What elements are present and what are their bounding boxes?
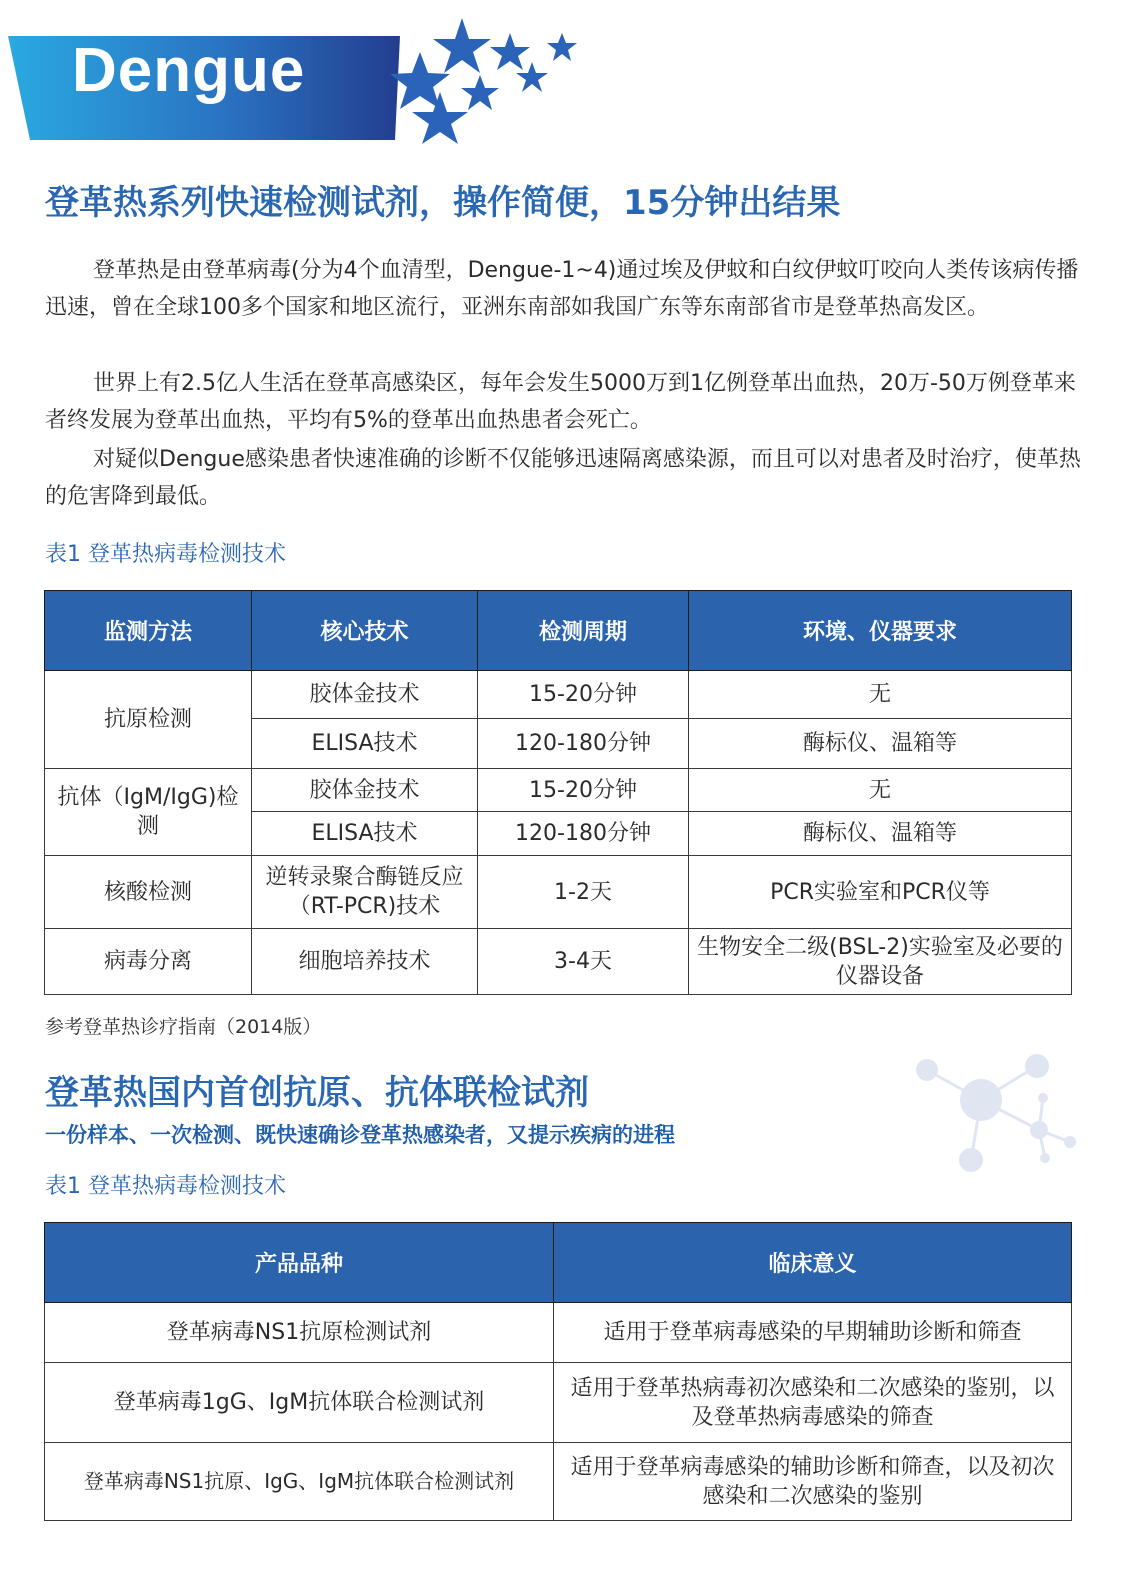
table-row: [45, 1303, 1072, 1363]
env-cell: 生物安全二级(BSL-2)实验室及必要的仪器设备: [689, 929, 1072, 995]
table-row: [45, 1363, 1072, 1443]
star-icon: [412, 92, 468, 144]
paragraph: 登革热是由登革病毒(分为4个血清型，Dengue-1~4)通过埃及伊蚊和白纹伊蚊叮咬向人类传该病传播迅速，曾在全球100多个国家和地区流行，亚洲东南部如我国广东等东南部省市是登革热高发区。: [45, 258, 1079, 320]
star-icon: [547, 33, 577, 61]
table-header: 核心技术: [252, 591, 478, 671]
tech-cell: ELISA技术: [252, 719, 478, 769]
title-banner: [0, 0, 600, 150]
meaning-cell: 适用于登革病毒感染的早期辅助诊断和筛查: [554, 1303, 1072, 1363]
method-cell: 核酸检测: [45, 856, 252, 929]
section-title: 登革热系列快速检测试剂，操作简便，15分钟出结果: [45, 183, 841, 223]
period-cell: 15-20分钟: [478, 671, 689, 719]
env-cell: 酶标仪、温箱等: [689, 812, 1072, 856]
banner-title: Dengue: [72, 36, 306, 105]
reference-note: 参考登革热诊疗指南（2014版）: [45, 1016, 322, 1038]
product-cell: 登革病毒NS1抗原、IgG、IgM抗体联合检测试剂: [45, 1443, 554, 1521]
env-cell: 酶标仪、温箱等: [689, 719, 1072, 769]
period-cell: 15-20分钟: [478, 769, 689, 812]
tech-cell: 逆转录聚合酶链反应（RT-PCR)技术: [252, 856, 478, 929]
table-row: [45, 671, 1072, 719]
table-caption: 表1 登革热病毒检测技术: [45, 1174, 286, 1199]
table-header: 监测方法: [45, 591, 252, 671]
table-row: [45, 929, 1072, 995]
product-cell: 登革病毒NS1抗原检测试剂: [45, 1303, 554, 1363]
period-cell: 120-180分钟: [478, 719, 689, 769]
table-header: 检测周期: [478, 591, 689, 671]
period-cell: 1-2天: [478, 856, 689, 929]
tech-cell: 细胞培养技术: [252, 929, 478, 995]
paragraph: 世界上有2.5亿人生活在登革高感染区，每年会发生5000万到1亿例登革出血热，20万-50万例登革来者终发展为登革出血热，平均有5%的登革出血热患者会死亡。: [45, 371, 1076, 433]
products-table: [44, 1222, 1072, 1521]
star-icon: [490, 33, 530, 70]
method-cell: 抗原检测: [45, 671, 252, 769]
star-icon: [433, 18, 491, 73]
meaning-cell: 适用于登革热病毒初次感染和二次感染的鉴别，以及登革热病毒感染的筛查: [554, 1363, 1072, 1443]
product-cell: 登革病毒1gG、IgM抗体联合检测试剂: [45, 1363, 554, 1443]
method-cell: 病毒分离: [45, 929, 252, 995]
paragraph: 对疑似Dengue感染患者快速准确的诊断不仅能够迅速隔离感染源，而且可以对患者及时治疗，使革热的危害降到最低。: [45, 447, 1081, 509]
star-icon: [461, 75, 499, 110]
table-header: 环境、仪器要求: [689, 591, 1072, 671]
table-header: 产品品种: [45, 1223, 554, 1303]
table-caption: 表1 登革热病毒检测技术: [45, 542, 286, 567]
table-row: [45, 769, 1072, 812]
period-cell: 120-180分钟: [478, 812, 689, 856]
section-subtitle: 一份样本、一次检测、既快速确诊登革热感染者，又提示疾病的进程: [45, 1123, 675, 1147]
method-cell: 抗体（IgM/IgG)检测: [45, 769, 252, 856]
meaning-cell: 适用于登革病毒感染的辅助诊断和筛查，以及初次感染和二次感染的鉴别: [554, 1443, 1072, 1521]
table-row: [45, 856, 1072, 929]
detection-methods-table: [44, 590, 1072, 995]
molecule-icon: [905, 1048, 1085, 1178]
section-title: 登革热国内首创抗原、抗体联检试剂: [45, 1073, 589, 1113]
tech-cell: 胶体金技术: [252, 671, 478, 719]
env-cell: PCR实验室和PCR仪等: [689, 856, 1072, 929]
period-cell: 3-4天: [478, 929, 689, 995]
tech-cell: ELISA技术: [252, 812, 478, 856]
env-cell: 无: [689, 671, 1072, 719]
table-header: 临床意义: [554, 1223, 1072, 1303]
tech-cell: 胶体金技术: [252, 769, 478, 812]
table-row: [45, 1443, 1072, 1521]
env-cell: 无: [689, 769, 1072, 812]
